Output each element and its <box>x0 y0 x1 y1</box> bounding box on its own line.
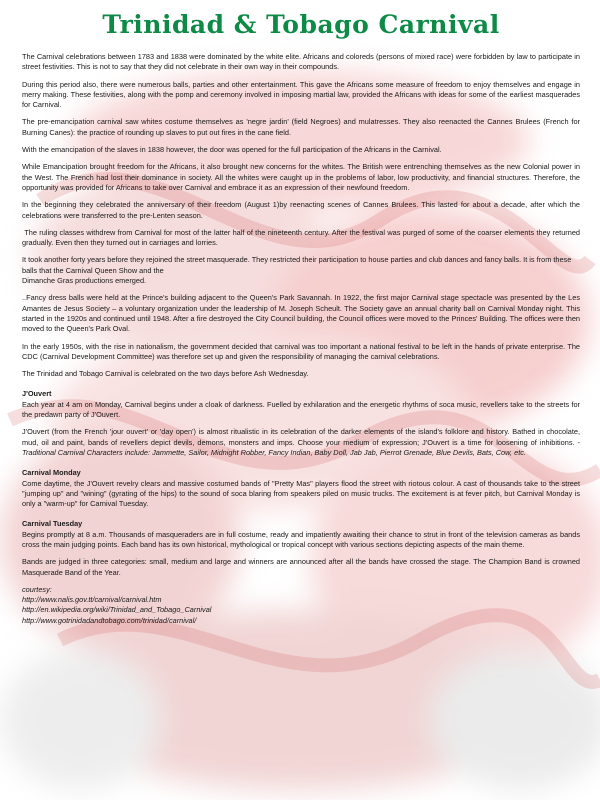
history-paragraph-8 <box>22 255 580 286</box>
history-paragraph-3: The pre-emancipation carnival saw whites costume themselves as 'negre jardin' (field Negroes) and mulatresses. They also reenacted the Cannes Brulees (French for Burning Canes): the practice of rounding up slaves to put out fires in the cane field. <box>22 117 580 137</box>
history-paragraph-5: While Emancipation brought freedom for the Africans, it also brought new concerns for the whites. The British were entrenching themselves as the new Colonial power in the West. The French had lost their dominance in society. All the whites were caught up in the problems of labor, low productivity, and financial structures. Therefore, the opportunity was provided for Africans to take over Carnival and embrace it as an expression of their newfound freedom. <box>22 162 580 192</box>
carnival-tuesday-paragraph-1: Begins promptly at 8 a.m. Thousands of masqueraders are in full costume, ready and impatiently awaiting their chance to strut in front of the television cameras as bands cross the main judging points. Each band has its own historical, mythological or tropical concept with various sections depicting aspects of the main theme. <box>22 529 580 549</box>
jouvert-paragraph-1: Each year at 4 am on Monday, Carnival begins under a cloak of darkness. Fuelled by exhilaration and the energetic rhythms of soca music, revellers take to the streets for the predawn party of J'Ouvert. <box>22 399 580 420</box>
history-paragraph-8-line-b: Dimanche Gras productions emerged. <box>22 276 147 286</box>
history-paragraph-10: In the early 1950s, with the rise in nationalism, the government decided that carnival was too important a national festival to be left in the hands of private enterprise. The CDC (Carnival Development Committee) was therefore set up and given the responsibility of managing the carnival celebrations. <box>22 341 580 361</box>
carnival-tuesday-paragraph-2: Bands are judged in three categories: small, medium and large and winners are announced after all the bands have crossed the stage. The Champion Band is crowned Masquerade Band of the Year. <box>22 557 580 577</box>
history-paragraph-2: During this period also, there were numerous balls, parties and other entertainment. This gave the Africans some measure of freedom to enjoy themselves and engage in merry making. These festivities, along with the pomp and ceremony involved in imposing martial law, provided the Africans with ideas for some of the earliest masquerades for Carnival. <box>22 79 580 110</box>
credit-link-gotrinidadandtobago[interactable]: http://www.gotrinidadandtobago.com/trinidad/carnival/ <box>22 615 197 625</box>
history-paragraph-9: ..Fancy dress balls were held at the Prince's building adjacent to the Queen's Park Savannah. In 1922, the first major Carnival stage spectacle was presented by the Les Amantes de Jesus Society – a voluntary organization under the leadership of M. Joseph Scheult. The Society gave an annual charity ball on Carnival Monday night. This started in the 1920s and continued until 1948. After a fire destroyed the City Council building, the Council offices were moved to the Princes' Building. The offices were then moved to the Queen's Park Oval. <box>22 293 580 334</box>
credit-link-nalis[interactable]: http://www.nalis.gov.tt/carnival/carnival.htm <box>22 595 162 605</box>
jouvert-paragraph-2 <box>22 427 580 458</box>
history-paragraph-6: In the beginning they celebrated the anniversary of their freedom (August 1)by reenacting scenes of Cannes Brulees. This lasted for about a decade, after which the celebrations were transferred to the pre-Lenten season. <box>22 200 580 220</box>
carnival-monday-heading: Carnival Monday <box>22 468 81 478</box>
credits-label: courtesy: <box>22 584 52 594</box>
history-paragraph-7: The ruling classes withdrew from Carnival for most of the latter half of the nineteenth century. After the festival was purged of some of the coarser elements they returned gradually. Even then they turned out in carriages and lorries. <box>22 227 583 248</box>
jouvert-heading: J'Ouvert <box>22 389 52 399</box>
jouvert-paragraph-2-text: J'Ouvert (from the French 'jour ouvert' or 'day open') is almost ritualistic in its celebration of the darker elements of the island's folklore and history. Bathed in chocolate, mud, oil and paint, bands of revellers depict devils, demons, monsters and imps. Choose your medium of expression; J'Ouvert is a time for loosening of inhibitions. - <box>22 427 580 447</box>
traditional-characters-list: Traditional Carnival Characters include: Jammette, Sailor, Midnight Robber, Fancy Indian, Baby Doll, Jab Jab, Pierrot Grenade, Blue Devils, Bats, Cow, etc. <box>22 447 526 457</box>
history-paragraph-4: With the emancipation of the slaves in 1838 however, the door was opened for the full participation of the Africans in the Carnival. <box>22 145 442 155</box>
history-paragraph-1: The Carnival celebrations between 1783 and 1838 were dominated by the white elite. Africans and coloreds (persons of mixed race) were forbidden by law to participate in street festivities. This is not to say that they did not celebrate in their own way in their compounds. <box>22 52 580 72</box>
history-paragraph-11: The Trinidad and Tobago Carnival is celebrated on the two days before Ash Wednesday. <box>22 369 309 379</box>
page-title: Trinidad & Tobago Carnival <box>102 10 500 39</box>
credits-section <box>22 585 580 626</box>
credit-link-wikipedia[interactable]: http://en.wikipedia.org/wiki/Trinidad_and_Tobago_Carnival <box>22 605 212 615</box>
carnival-tuesday-heading: Carnival Tuesday <box>22 519 83 529</box>
history-paragraph-8-line-a: It took another forty years before they rejoined the street masquerade. They restricted their participation to house parties and club dances and fancy balls. It is from these balls that the Carnival Queen Show and the <box>22 255 572 275</box>
carnival-monday-paragraph: Come daytime, the J'Ouvert revelry clears and massive costumed bands of "Pretty Mas" players flood the street with riotous colour. A cast of thousands take to the street "jumping up" and "wining" (gyrating of the hips) to the sound of soca blaring from speakers piled on music trucks. The excitement is at fever pitch, but Carnival Monday is only a "warm-up" for Carnival Tuesday. <box>22 478 580 509</box>
